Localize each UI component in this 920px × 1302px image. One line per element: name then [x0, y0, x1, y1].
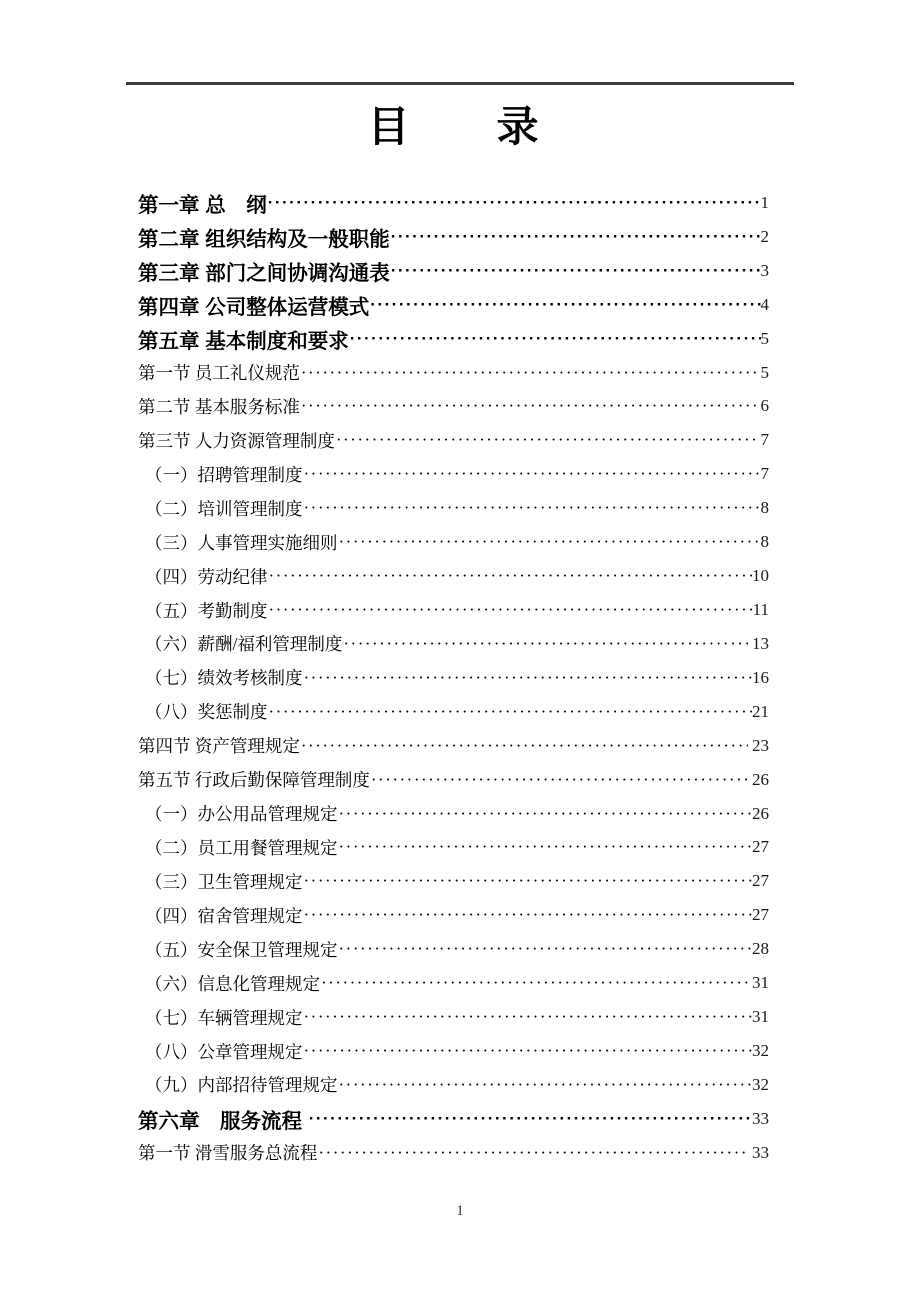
dot-leader	[339, 804, 753, 824]
dot-leader	[309, 1109, 752, 1129]
header-divider-line	[126, 82, 794, 85]
toc-entry-label: （二）培训管理制度	[145, 498, 303, 519]
toc-entry-page: 3	[760, 260, 769, 280]
toc-entry[interactable]	[138, 797, 769, 831]
toc-entry-page: 32	[752, 1074, 769, 1094]
dot-leader	[336, 430, 756, 450]
toc-entry-page: 31	[752, 973, 769, 993]
toc-entry-label: （四）宿舍管理规定	[145, 905, 303, 926]
toc-entry-label: 第三节 人力资源管理制度	[138, 430, 335, 451]
toc-entry-label: （五）考勤制度	[145, 600, 268, 621]
toc-entry-page: 27	[752, 871, 769, 891]
dot-leader	[301, 396, 756, 416]
toc-entry-label: （八）奖惩制度	[145, 702, 268, 723]
toc-entry-page: 11	[752, 600, 769, 620]
toc-entry-page: 8	[760, 498, 769, 518]
toc-entry[interactable]	[138, 1136, 769, 1170]
toc-entry[interactable]	[138, 932, 769, 966]
toc-entry-page: 7	[760, 464, 769, 484]
toc-entry-label: （一）招聘管理制度	[145, 464, 303, 485]
toc-entry-label: 第五节 行政后勤保障管理制度	[138, 770, 370, 791]
dot-leader	[304, 1007, 753, 1027]
toc-entry-label: 第四章 公司整体运营模式	[138, 295, 370, 319]
toc-entry-label: （六）信息化管理规定	[145, 973, 320, 994]
toc-entry[interactable]	[138, 1000, 769, 1034]
toc-entry-page: 6	[756, 396, 769, 416]
toc-entry-label: 第六章 服务流程	[138, 1109, 308, 1133]
toc-entry-label: 第一节 员工礼仪规范	[138, 363, 300, 384]
toc-entry-label: （九）内部招待管理规定	[145, 1075, 338, 1096]
toc-entry[interactable]	[138, 1034, 769, 1068]
toc-entry[interactable]	[138, 525, 769, 559]
dot-leader	[391, 261, 761, 281]
dot-leader	[269, 702, 753, 722]
dot-leader	[304, 464, 761, 484]
toc-entry-page: 16	[752, 667, 769, 687]
dot-leader	[339, 939, 753, 959]
toc-entry-page: 33	[752, 1108, 769, 1128]
toc-entry[interactable]	[138, 966, 769, 1000]
toc-entry-label: （五）安全保卫管理规定	[145, 939, 338, 960]
toc-entry[interactable]	[138, 627, 769, 661]
toc-entry[interactable]	[138, 1068, 769, 1102]
toc-entry-page: 21	[752, 701, 769, 721]
dot-leader	[350, 329, 761, 349]
toc-entry-label: （七）绩效考核制度	[145, 668, 303, 689]
toc-entry-label: 第二章 组织结构及一般职能	[138, 227, 390, 251]
dot-leader	[304, 905, 753, 925]
dot-leader	[371, 770, 748, 790]
toc-entry-page: 10	[752, 566, 769, 586]
toc-entry[interactable]	[138, 559, 769, 593]
dot-leader	[304, 871, 753, 891]
toc-entry-label: （四）劳动纪律	[145, 566, 268, 587]
toc-entry-label: 第五章 基本制度和要求	[138, 329, 349, 353]
toc-entry-label: （三）人事管理实施细则	[145, 532, 338, 553]
toc-entry-label: 第二节 基本服务标准	[138, 396, 300, 417]
toc-entry-page: 31	[752, 1007, 769, 1027]
dot-leader	[321, 973, 752, 993]
toc-entry-label: 第一节 滑雪服务总流程	[138, 1143, 318, 1164]
dot-leader	[318, 1143, 747, 1163]
dot-leader	[268, 193, 761, 213]
toc-entry-page: 23	[747, 735, 769, 755]
toc-entry[interactable]	[138, 322, 769, 356]
dot-leader	[269, 566, 753, 586]
dot-leader	[391, 227, 761, 247]
toc-entry-page: 28	[752, 939, 769, 959]
toc-entry-label: 第一章 总 纲	[138, 193, 267, 217]
toc-entry-page: 7	[756, 430, 769, 450]
toc-entry-label: （三）卫生管理规定	[145, 871, 303, 892]
toc-entry[interactable]	[138, 423, 769, 457]
dot-leader	[304, 1041, 753, 1061]
toc-entry-page: 26	[747, 769, 769, 789]
toc-entry-page: 1	[760, 192, 769, 212]
toc-entry-label: 第三章 部门之间协调沟通表	[138, 261, 390, 285]
toc-entry-label: （六）薪酬/福利管理制度	[145, 634, 343, 655]
toc-entry-page: 13	[747, 633, 769, 653]
toc-entry-page: 26	[752, 803, 769, 823]
toc-entry-label: （七）车辆管理规定	[145, 1007, 303, 1028]
toc-entry-label: 第四节 资产管理规定	[138, 736, 300, 757]
page-title: 目 录	[367, 103, 540, 150]
toc-entry-page: 33	[747, 1142, 769, 1162]
toc-entry[interactable]	[138, 390, 769, 424]
toc-entry-label: （一）办公用品管理规定	[145, 804, 338, 825]
toc-entry[interactable]	[138, 831, 769, 865]
toc-entry[interactable]	[138, 864, 769, 898]
dot-leader	[339, 532, 761, 552]
toc-entry[interactable]	[138, 695, 769, 729]
table-of-contents	[138, 186, 769, 1170]
toc-entry[interactable]	[138, 661, 769, 695]
toc-entry-page: 27	[752, 837, 769, 857]
toc-entry-label: （八）公章管理规定	[145, 1041, 303, 1062]
dot-leader	[339, 837, 753, 857]
toc-entry[interactable]	[138, 593, 769, 627]
toc-entry[interactable]	[138, 898, 769, 932]
dot-leader	[343, 634, 747, 654]
dot-leader	[339, 1075, 753, 1095]
toc-entry[interactable]	[138, 356, 769, 390]
footer-page-number: 1	[456, 1203, 464, 1219]
toc-entry[interactable]	[138, 220, 769, 254]
toc-entry[interactable]	[138, 491, 769, 525]
toc-entry[interactable]	[138, 186, 769, 220]
toc-entry[interactable]	[138, 1102, 769, 1136]
toc-entry[interactable]	[138, 254, 769, 288]
toc-entry[interactable]	[138, 763, 769, 797]
toc-entry-page: 5	[760, 328, 769, 348]
toc-entry[interactable]	[138, 729, 769, 763]
toc-entry-page: 5	[756, 362, 769, 382]
toc-entry[interactable]	[138, 457, 769, 491]
dot-leader	[301, 736, 748, 756]
dot-leader	[269, 600, 753, 620]
toc-entry[interactable]	[138, 288, 769, 322]
toc-entry-page: 8	[760, 532, 769, 552]
dot-leader	[304, 668, 753, 688]
toc-entry-page: 32	[752, 1041, 769, 1060]
dot-leader	[304, 498, 761, 518]
toc-entry-page: 4	[760, 294, 769, 314]
dot-leader	[370, 295, 760, 315]
toc-entry-label: （二）员工用餐管理规定	[145, 837, 338, 858]
toc-entry-page: 2	[760, 226, 769, 246]
toc-entry-page: 27	[752, 905, 769, 925]
dot-leader	[301, 363, 756, 383]
